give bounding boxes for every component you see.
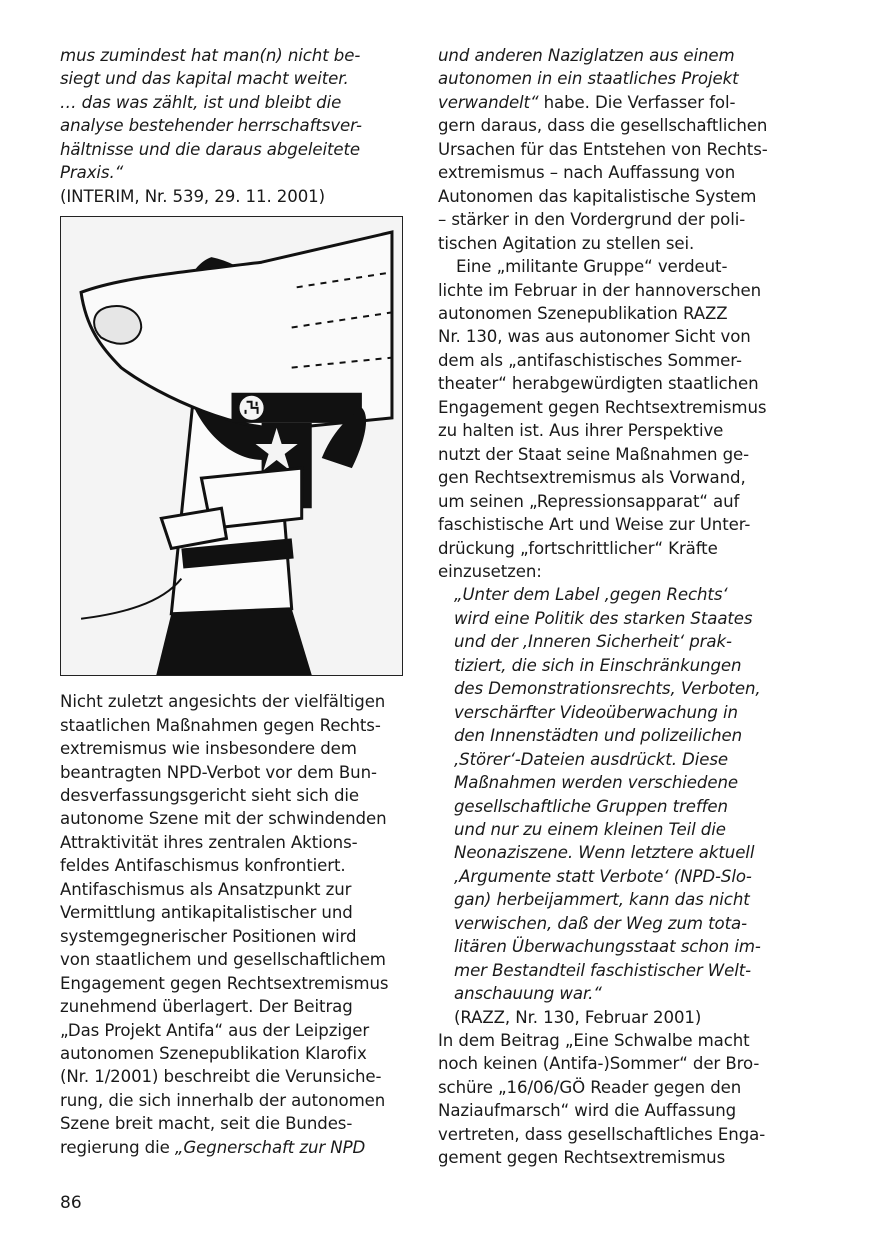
quote-line: … das was zählt, ist und bleibt die [60,92,342,112]
intro-quote-line: und anderen Naziglatzen aus einem [438,46,735,65]
intro-line: extremismus – nach Auffassung von [438,163,736,183]
quote-line: anschauung war.“ [454,984,602,1004]
body-line-mixed [60,1136,405,1159]
paragraph-line: Engagement gegen Rechtsextremismus [438,397,767,417]
quote-line: Praxis.“ [60,163,124,183]
paragraph-line: lichte im Februar in der hannoverschen [438,280,762,300]
body-line: (Nr. 1/2001) beschreibt die Verunsiche- [60,1067,382,1087]
body-line: staatlichen Maßnahmen gegen Rechts- [60,715,381,735]
body-line: Attraktivität ihres zentralen Aktions- [60,832,358,852]
left-column [60,44,405,1159]
body-line: feldes Antifaschismus konfrontiert. [60,856,346,876]
body-line: zunehmend überlagert. Der Beitrag [60,997,353,1017]
closing-line: vertreten, dass gesellschaftliches Enga- [438,1124,766,1144]
quote-line: und nur zu einem kleinen Teil die [454,819,726,839]
body-line: von staatlichem und gesellschaftlichem [60,950,386,970]
quote-line: ‚Argumente statt Verbote‘ (NPD-Slo- [454,866,752,886]
paragraph-line: zu halten ist. Aus ihrer Perspektive [438,421,724,441]
quote-line: wird eine Politik des starken Staates [454,608,753,628]
quote-line: gan) herbeijammert, kann das nicht [454,890,750,910]
quote-line: den Innenstädten und polizeilichen [454,726,743,746]
intro-line: tischen Agitation zu stellen sei. [438,233,695,253]
quote-line: siegt und das kapital macht weiter. [60,69,349,89]
body-line: Szene breit macht, seit die Bundes- [60,1114,353,1134]
body-line: Engagement gegen Rechtsextremismus [60,973,389,993]
page-number: 86 [60,1193,82,1213]
body-line: systemgegnerischer Positionen wird [60,926,357,946]
inline-quote: verwandelt“ [438,92,539,112]
quote-line: Maßnahmen werden verschiedene [454,773,738,793]
right-closing-paragraph [438,1029,783,1170]
right-intro-paragraph [438,44,783,255]
quote-line: hältnisse und die daraus abgeleitete [60,139,361,159]
right-column [438,44,783,1170]
right-paragraph-militante-gruppe [438,255,783,583]
closing-line: schüre „16/06/GÖ Reader gegen den [438,1077,742,1097]
paragraph-line: autonomen Szenepublikation RAZZ [438,303,728,323]
body-line: autonome Szene mit der schwindenden [60,809,387,829]
quote-line: verschärfter Videoüberwachung in [454,702,738,722]
quote-line: mus zumindest hat man(n) nicht be- [60,46,361,65]
quote-line: und der ‚Inneren Sicherheit‘ prak- [454,632,732,652]
quote-line: litären Überwachungsstaat schon im- [454,937,761,957]
top-quote [60,44,405,185]
closing-line: noch keinen (Antifa-)Sommer“ der Bro- [438,1054,760,1074]
intro-line-mixed [438,91,783,114]
quote-line: verwischen, daß der Weg zum tota- [454,913,747,933]
intro-quote-line: autonomen in ein staatliches Projekt [438,69,739,89]
paragraph-line: Eine „militante Gruppe“ verdeut- [456,257,728,277]
paragraph-line: drückung „fortschrittlicher“ Kräfte [438,538,718,558]
closing-line: Naziaufmarsch“ wird die Auffassung [438,1101,737,1121]
left-body-paragraph [60,690,405,1159]
cartoon-illustration [60,216,403,676]
block-quote-razz [438,583,783,1029]
paragraph-line: um seinen „Repressionsapparat“ auf [438,491,740,511]
body-line: beantragten NPD-Verbot vor dem Bun- [60,762,377,782]
cartoon-drawing [61,217,402,675]
paragraph-line: gen Rechtsextremismus als Vorwand, [438,468,746,488]
body-line: „Das Projekt Antifa“ aus der Leipziger [60,1020,370,1040]
body-line: Antifaschismus als Ansatzpunkt zur [60,879,352,899]
quote-line: des Demonstrationsrechts, Verboten, [454,679,761,699]
quote-line: „Unter dem Label ‚gegen Rechts‘ [454,585,728,605]
quote-line: gesellschaftliche Gruppen treffen [454,796,728,816]
body-line: extremismus wie insbesondere dem [60,739,357,759]
quote-line: Neonaziszene. Wenn letztere aktuell [454,843,755,863]
paragraph-line: nutzt der Staat seine Maßnahmen ge- [438,444,750,464]
paragraph-line: einzusetzen: [438,561,542,581]
body-line: rung, die sich innerhalb der autonomen [60,1090,386,1110]
body-text: regierung die [60,1137,175,1157]
paragraph-line: theater“ herabgewürdigten staatlichen [438,374,759,394]
closing-line: In dem Beitrag „Eine Schwalbe macht [438,1031,750,1051]
quote-line: ‚Störer‘-Dateien ausdrückt. Diese [454,749,728,769]
inline-quote: „Gegnerschaft zur NPD [174,1137,366,1157]
quote-line: tiziert, die sich in Einschränkungen [454,655,742,675]
body-text: habe. Die Verfasser fol- [538,92,736,112]
paragraph-line: Nr. 130, was aus autonomer Sicht von [438,327,751,347]
quote-citation: (RAZZ, Nr. 130, Februar 2001) [454,1007,702,1027]
paragraph-line: faschistische Art und Weise zur Unter- [438,515,751,535]
body-line: autonomen Szenepublikation Klarofix [60,1043,367,1063]
body-line: desverfassungsgericht sieht sich die [60,785,360,805]
top-quote-citation: (INTERIM, Nr. 539, 29. 11. 2001) [60,186,326,206]
quote-line: analyse bestehender herrschaftsver- [60,116,362,136]
intro-line: Autonomen das kapitalistische System [438,186,757,206]
quote-line: mer Bestandteil faschistischer Welt- [454,960,752,980]
closing-line: gement gegen Rechtsextremismus [438,1148,726,1168]
body-line: Vermittlung antikapitalistischer und [60,903,353,923]
intro-line: gern daraus, dass die gesellschaftlichen [438,116,768,136]
intro-line: – stärker in den Vordergrund der poli- [438,210,746,230]
paragraph-line: dem als „antifaschistisches Sommer- [438,350,742,370]
body-line: Nicht zuletzt angesichts der vielfältigen [60,692,386,712]
intro-line: Ursachen für das Entstehen von Rechts- [438,139,768,159]
